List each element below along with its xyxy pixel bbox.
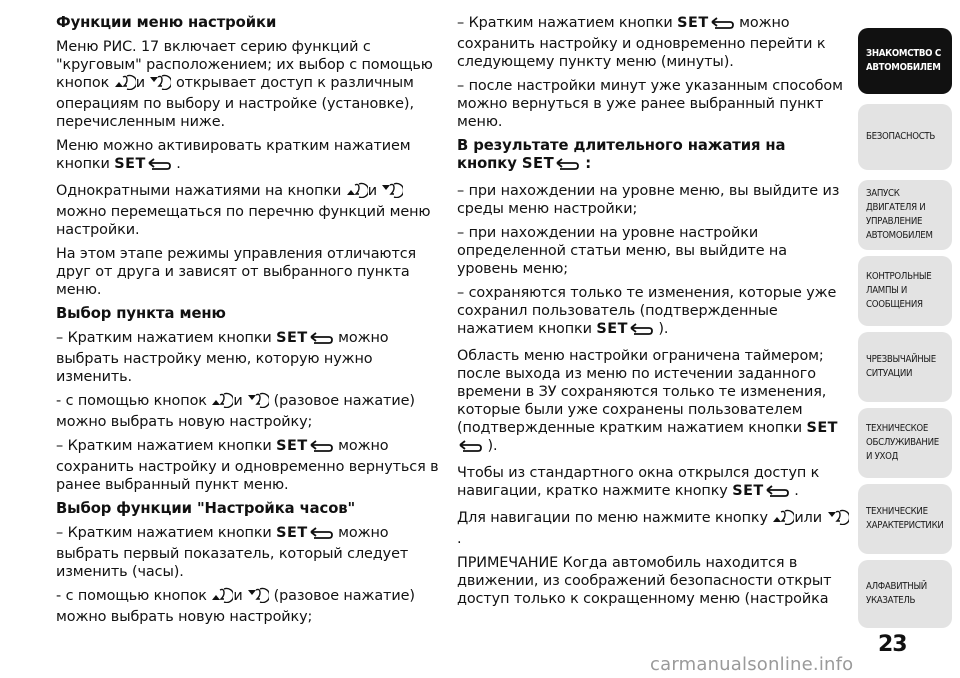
set-return-icon	[457, 439, 483, 458]
down-arrow-button-icon	[381, 182, 403, 203]
paragraph: Чтобы из стандартного окна открылся доступ к навигации, кратко нажмите кнопку SET .	[457, 464, 849, 503]
set-label: SET	[276, 525, 308, 541]
set-label: SET	[806, 420, 838, 436]
up-arrow-button-icon	[211, 392, 233, 413]
tab-alfavitnyi[interactable]: АЛФАВИТНЫЙ УКАЗАТЕЛЬ	[858, 560, 952, 628]
set-label: SET	[276, 330, 308, 346]
page-number: 23	[878, 632, 907, 657]
watermark-text: carmanualsonline.info	[650, 654, 854, 675]
paragraph: Для навигации по меню нажмите кнопку или .	[457, 509, 849, 548]
paragraph: Область меню настройки ограничена таймером; после выхода из меню по истечении заданного времени в ЗУ сохраняются только те изменения, которые были уже сохранены пользователем (подтвержденные кратким нажатием кнопки SET ).	[457, 347, 849, 458]
set-return-icon	[308, 439, 334, 458]
paragraph: – сохраняются только те изменения, которые уже сохранил пользователь (подтвержденные нажатием кнопки SET ).	[457, 284, 849, 341]
set-label: SET	[276, 438, 308, 454]
paragraph: ПРИМЕЧАНИЕ Когда автомобиль находится в движении, из соображений безопасности открыт доступ только к сокращенному меню (настройка	[457, 555, 832, 607]
paragraph: – при нахождении на уровне настройки определенной статьи меню, вы выйдите на уровень меню;	[457, 225, 787, 277]
set-return-icon	[146, 157, 172, 176]
up-arrow-button-icon	[346, 182, 368, 203]
paragraph: - с помощью кнопок и (разовое нажатие) можно выбрать новую настройку;	[56, 393, 415, 430]
set-label: SET	[596, 321, 628, 337]
set-label: SET	[114, 156, 146, 172]
paragraph: Однократными нажатиями на кнопки и можно перемещаться по перечню функций меню настройки.	[56, 183, 431, 238]
paragraph: Меню можно активировать кратким нажатием кнопки SET .	[56, 137, 448, 176]
right-column	[457, 14, 849, 614]
paragraph: Меню РИС. 17 включает серию функций с "круговым" расположением; их выбор с помощью кнопок и открывает доступ к различным операциям по выбору и настройке (установке), перечисленным ниже.	[56, 39, 433, 130]
set-label: SET	[732, 483, 764, 499]
section-heading: Функции меню настройки	[56, 14, 277, 31]
paragraph: – после настройки минут уже указанным способом можно вернуться в уже ранее выбранный пункт меню.	[457, 78, 843, 130]
paragraph: На этом этапе режимы управления отличаются друг от друга и зависят от выбранного пункта меню.	[56, 246, 417, 298]
tab-tekh-obsluzhivanie[interactable]: ТЕХНИЧЕСКОЕ ОБСЛУЖИВАНИЕ И УХОД	[858, 408, 952, 478]
section-heading: Выбор функции "Настройка часов"	[56, 500, 356, 517]
set-label: SET	[521, 155, 555, 172]
left-column	[56, 14, 448, 632]
chapter-sidebar	[852, 0, 960, 678]
paragraph: – Кратким нажатием кнопки SET можно выбрать первый показатель, который следует изменить (часы).	[56, 525, 409, 580]
down-arrow-button-icon	[149, 74, 171, 95]
tab-kontrolnye-lampy[interactable]: КОНТРОЛЬНЫЕ ЛАМПЫ И СООБЩЕНИЯ	[858, 256, 952, 326]
tab-tekh-kharakteristiki[interactable]: ТЕХНИЧЕСКИЕ ХАРАКТЕРИСТИКИ	[858, 484, 952, 554]
set-return-icon	[628, 322, 654, 341]
down-arrow-button-icon	[827, 509, 849, 530]
paragraph: - с помощью кнопок и (разовое нажатие) можно выбрать новую настройку;	[56, 588, 415, 625]
up-arrow-button-icon	[211, 587, 233, 608]
set-label: SET	[677, 15, 709, 31]
up-arrow-button-icon	[114, 74, 136, 95]
paragraph: – Кратким нажатием кнопки SET можно сохранить настройку и одновременно вернуться в ранее выбранный пункт меню.	[56, 438, 439, 493]
down-arrow-button-icon	[247, 392, 269, 413]
set-return-icon	[764, 484, 790, 503]
tab-znakomstvo[interactable]: ЗНАКОМСТВО С АВТОМОБИЛЕМ	[858, 28, 952, 94]
set-return-icon	[554, 157, 580, 176]
tab-zapusk[interactable]: ЗАПУСК ДВИГАТЕЛЯ И УПРАВЛЕНИЕ АВТОМОБИЛЕМ	[858, 180, 952, 250]
down-arrow-button-icon	[247, 587, 269, 608]
up-arrow-button-icon	[772, 509, 794, 530]
section-heading: В результате длительного нажатия на кнопку SET :	[457, 137, 849, 176]
set-return-icon	[308, 331, 334, 350]
section-heading: Выбор пункта меню	[56, 305, 226, 322]
tab-chrezvychainye[interactable]: ЧРЕЗВЫЧАЙНЫЕ СИТУАЦИИ	[858, 332, 952, 402]
paragraph: – при нахождении на уровне меню, вы выйдите из среды меню настройки;	[457, 183, 840, 217]
paragraph: – Кратким нажатием кнопки SET можно выбрать настройку меню, которую нужно изменить.	[56, 330, 389, 385]
set-return-icon	[709, 16, 735, 35]
paragraph: – Кратким нажатием кнопки SET можно сохранить настройку и одновременно перейти к следующему пункту меню (минуты).	[457, 15, 826, 70]
tab-bezopasnost[interactable]: БЕЗОПАСНОСТЬ	[858, 104, 952, 170]
set-return-icon	[308, 526, 334, 545]
